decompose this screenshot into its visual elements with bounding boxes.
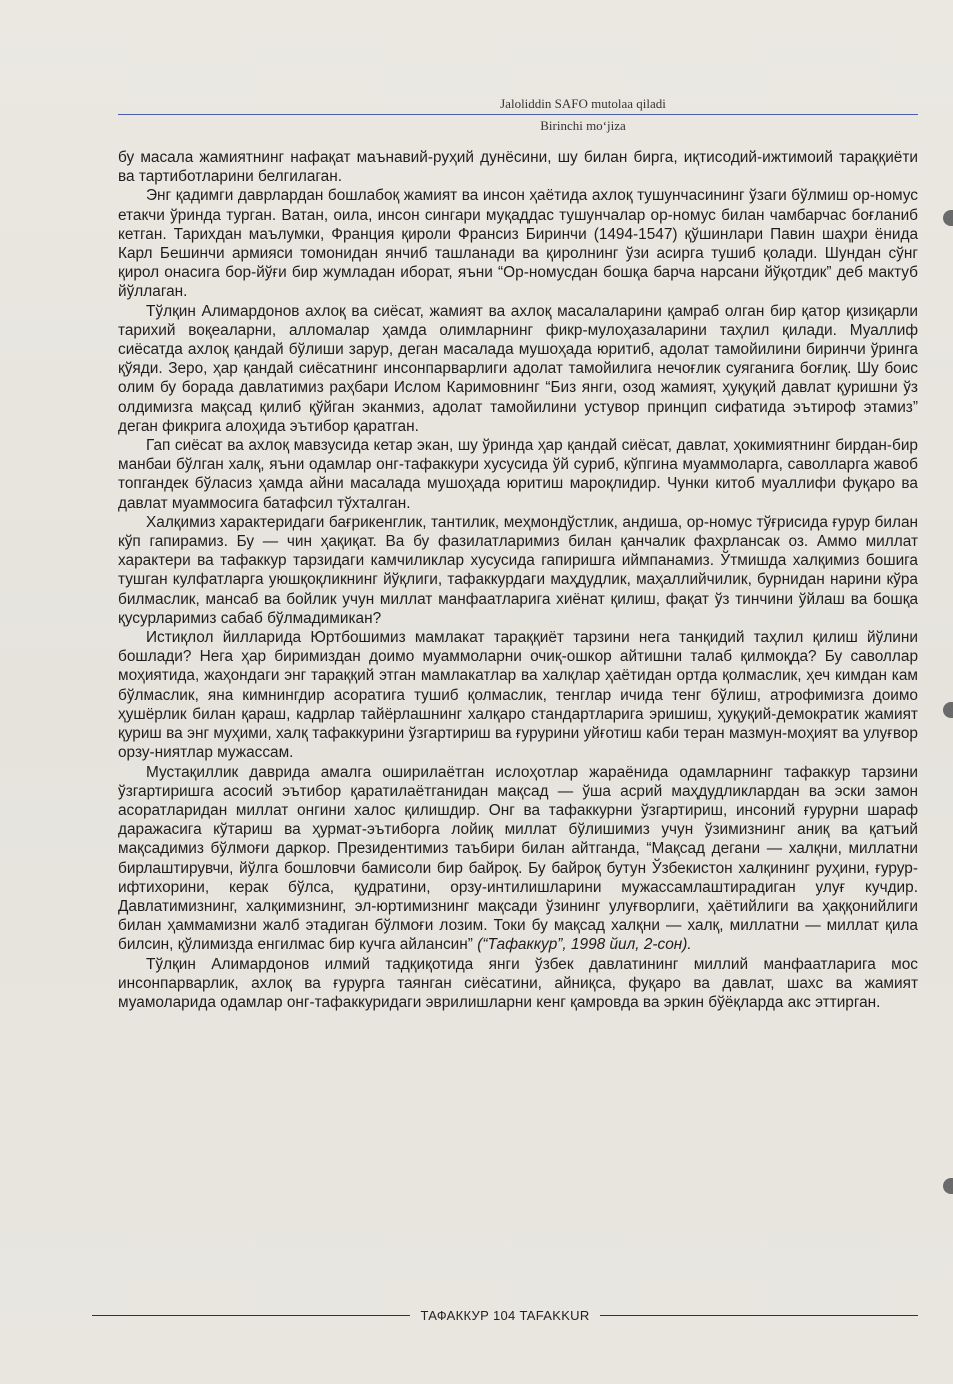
footer-rule-left	[92, 1315, 410, 1316]
paragraph: Истиқлол йилларида Юртбошимиз мамлакат тараққиёт тарзини нега танқидий таҳлил қилиш йўлини бошлади? Нега ҳар биримиздан доимо муаммоларни очиқ-ошкор айтишни талаб қилмоқда? Бу саволлар моҳиятида, жаҳондаги энг тараққий этган мамлакатлар ва халқлар ҳаётидан ортда қолмаслик, ҳеч кимдан кам бўлмаслик, яна кимнингдир асоратига тушиб қолмаслик, тенглар ичида тенг бўлиш, атрофимизга доимо ҳушёрлик билан қараш, кадрлар тайёрлашнинг халқаро стандартларига эришиш, ҳуқуқий-демократик жамият қуриш ва энг муҳими, халқ тафаккурини ўзгартириш ва ғурурини уйғотиш каби теран мазмун-моҳият ва улуғвор орзу-ниятлар мужассам.	[118, 629, 918, 762]
paragraph: Тўлқин Алимардонов илмий тадқиқотида янги ўзбек давлатининг миллий манфаатларига мос инсонпарварлик, ахлоқ ва ғурурга таянган сиёсатини, айниқса, фуқаро ва давлат, шахс ва жамият муамоларида одамлар онг-тафаккуридаги эврилишларни кенг қамровда ва эркин бўёқларда акс эттирган.	[118, 955, 918, 1011]
paragraph: бу масала жамиятнинг нафақат маънавий-руҳий дунёсини, шу билан бирга, иқтисодий-ижтимоий тараққиёти ва тартиботларини белгилаган.	[118, 149, 918, 186]
punch-hole	[943, 702, 953, 718]
article-body	[118, 148, 918, 1012]
punch-hole	[943, 210, 953, 226]
punch-hole	[943, 1178, 953, 1194]
header-section-line: Birinchi mo‘jiza	[540, 118, 626, 133]
citation: (“Тафаккур”, 1998 йил, 2-сон).	[477, 936, 692, 954]
header-author-line: Jaloliddin SAFO mutolaa qiladi	[500, 96, 666, 111]
page-footer	[92, 1304, 918, 1326]
running-header	[118, 95, 918, 135]
footer-page-number: ТАФАККУР 104 TAFAKKUR	[420, 1307, 590, 1323]
paragraph: Тўлқин Алимардонов ахлоқ ва сиёсат, жамият ва ахлоқ масалаларини қамраб олган бир қатор қизиқарли тарихий воқеаларни, алломалар ҳамда олимларнинг фикр-мулоҳазаларини таҳлил қилади. Муаллиф сиёсатда ахлоқ қандай бўлиши зарур, деган масалада мушоҳада юритиб, адолат тамойилини биринчи ўринга қўяди. Зеро, ҳар қандай сиёсатнинг инсонпарварлиги адолат тамойилига нечоғлик суяганига боғлиқ. Шу боис олим бу борада давлатимиз раҳбари Ислом Каримовнинг “Биз янги, озод жамият, ҳуқуқий давлат қуришни ўз олдимизга мақсад қилиб қўйган эканмиз, адолат тамойилини устувор принцип сифатида эътироф этамиз” деган фикрига алоҳида эътибор қаратган.	[118, 302, 918, 435]
header-rule	[118, 114, 918, 115]
paragraph-text: Мустақиллик даврида амалга оширилаётган ислоҳотлар жараёнида одамларнинг тафаккур тарзини ўзгартиришга асосий эътибор қаратилаётганидан мақсад — ўша асрий маҳдудликлардан ва эски замон асоратларидан миллат онгини халос қилишдир. Онг ва тафаккурни ўзгартириш, инсоний ғурурни шараф даражасига кўтариш ва ҳурмат-эътиборга лойиқ миллат бўлишимиз учун ўзимизнинг аниқ ва қатъий мақсадимиз бўлмоғи даркор. Президентимиз таъбири билан айтганда, “Мақсад дегани — халқни, миллатни бирлаштирувчи, йўлга бошловчи бамисоли бир байроқ. Бу байроқ бутун Ўзбекистон халқининг руҳини, ғурур-ифтихорини, керак бўлса, қудратини, орзу-интилишларини мужассамлаштирадиган улуғ кучдир. Давлатимизнинг, халқимизнинг, эл-юртимизнинг мақсади ўзининг улуғворлиги, ҳаётийлиги ва ҳаққонийлиги билан ҳаммамизни жалб этадиган бўлмоғи лозим. Токи бу мақсад халқни — халқ, миллатни — миллат қила билсин, қўлимизда енгилмас бир кучга айлансин”	[118, 763, 918, 954]
paragraph: Энг қадимги даврлардан бошлабоқ жамият ва инсон ҳаётида ахлоқ тушунчасининг ўзаги бўлмиш ор-номус етакчи ўринда турган. Ватан, оила, инсон сингари муқаддас тушунчалар ор-номус билан чамбарчас боғланиб кетган. Тарихдан маълумки, Франция қироли Франсиз Биринчи (1494-1547) қўшинлари Павин шаҳри ёнида Карл Бешинчи армияси томонидан янчиб ташланади ва қиролнинг ўзи асирга тушиб қолади. Шундан сўнг қирол онасига бор-йўғи бир жумладан иборат, яъни “Ор-номусдан бошқа барча нарсани йўқотдик” деб мактуб йўллаган.	[118, 187, 918, 301]
footer-rule-right	[600, 1315, 918, 1316]
paragraph: Гап сиёсат ва ахлоқ мавзусида кетар экан, шу ўринда ҳар қандай сиёсат, давлат, ҳокимиятнинг бирдан-бир манбаи бўлган халқ, яъни одамлар онг-тафаккури хусусида ўй суриб, кўпгина муаммоларга, саволларга жавоб топгандек бўласиз ҳамда айни масалада мушоҳада юритиш мароқлидир. Чунки китоб муаллифи фуқаро ва давлат муаммосига батафсил тўхталган.	[118, 437, 918, 512]
paragraph-with-citation	[118, 763, 918, 955]
paragraph: Халқимиз характеридаги бағрикенглик, тантилик, меҳмондўстлик, андиша, ор-номус тўғрисида ғурур билан кўп гапирамиз. Бу — чин ҳақиқат. Ва бу фазилатларимиз билан қанчалик фахрлансак оз. Аммо миллат характери ва тафаккур тарзидаги камчиликлар хусусида гапиришга иймпанамиз. Ўтмишда халқимиз бошига тушган кулфатларга уюшқоқликнинг йўқлиги, тафаккурдаги маҳдудлик, маҳаллийчилик, бурнидан нарини кўра билмаслик, мансаб ва бойлик учун миллат манфаатларига хиёнат қилиш, фақат ўз тинчини ўйлаш ва бошқа қусурларимиз сабаб бўлмадимикан?	[118, 513, 918, 627]
